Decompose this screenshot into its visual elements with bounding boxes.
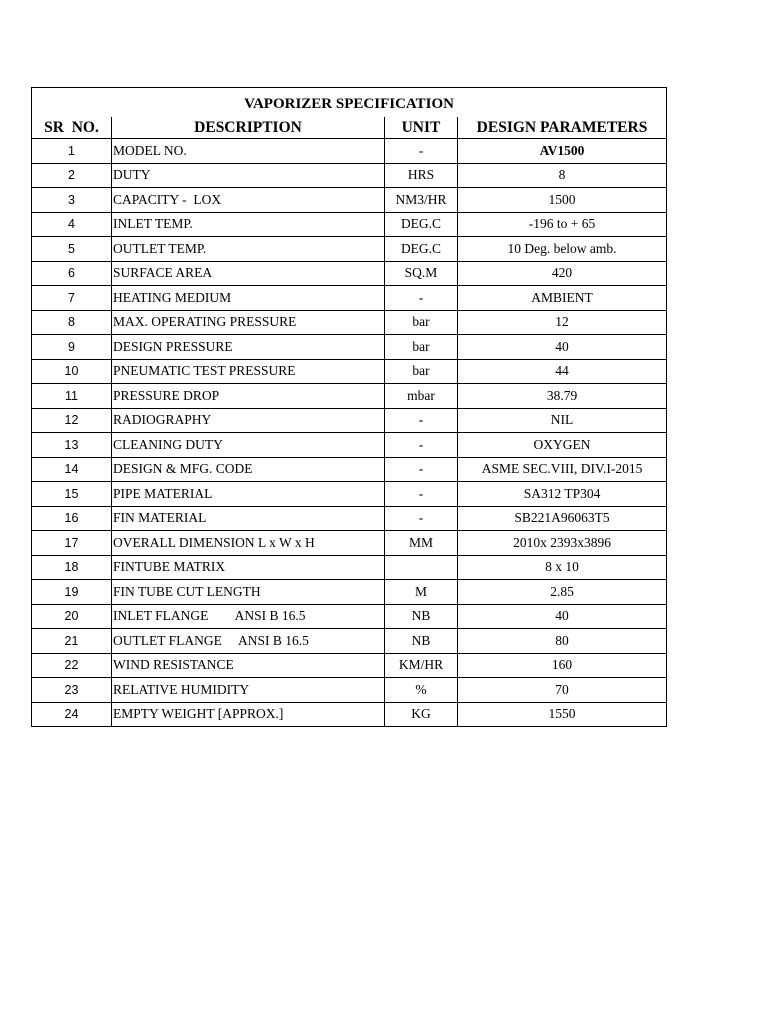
table-row — [32, 139, 667, 164]
row-description: DESIGN PRESSURE — [112, 335, 385, 360]
row-design-parameter: AV1500 — [458, 139, 667, 164]
table-row — [32, 457, 667, 482]
header-description: DESCRIPTION — [112, 117, 385, 139]
title-row — [32, 88, 667, 118]
table-row — [32, 555, 667, 580]
row-description: FIN MATERIAL — [112, 506, 385, 531]
row-sr-no: 24 — [32, 702, 112, 727]
table-row — [32, 261, 667, 286]
row-design-parameter: 8 x 10 — [458, 555, 667, 580]
row-description: OUTLET TEMP. — [112, 237, 385, 262]
row-design-parameter: 80 — [458, 629, 667, 654]
row-design-parameter: 420 — [458, 261, 667, 286]
row-unit: NB — [385, 629, 458, 654]
row-sr-no: 13 — [32, 433, 112, 458]
row-design-parameter: OXYGEN — [458, 433, 667, 458]
row-description: OUTLET FLANGE ANSI B 16.5 — [112, 629, 385, 654]
row-design-parameter: 38.79 — [458, 384, 667, 409]
row-description: INLET TEMP. — [112, 212, 385, 237]
row-description: CLEANING DUTY — [112, 433, 385, 458]
table-row — [32, 653, 667, 678]
row-unit: bar — [385, 335, 458, 360]
table-row — [32, 482, 667, 507]
table-row — [32, 678, 667, 703]
row-description: CAPACITY - LOX — [112, 188, 385, 213]
table-row — [32, 531, 667, 556]
row-sr-no: 18 — [32, 555, 112, 580]
row-sr-no: 5 — [32, 237, 112, 262]
row-design-parameter: 2010x 2393x3896 — [458, 531, 667, 556]
row-design-parameter: 1500 — [458, 188, 667, 213]
row-description: FIN TUBE CUT LENGTH — [112, 580, 385, 605]
row-design-parameter: 160 — [458, 653, 667, 678]
row-unit: KG — [385, 702, 458, 727]
row-unit: - — [385, 433, 458, 458]
row-unit: SQ.M — [385, 261, 458, 286]
row-design-parameter: SB221A96063T5 — [458, 506, 667, 531]
row-unit: - — [385, 408, 458, 433]
table-row — [32, 702, 667, 727]
row-sr-no: 11 — [32, 384, 112, 409]
row-description: DUTY — [112, 163, 385, 188]
row-unit: bar — [385, 310, 458, 335]
row-sr-no: 16 — [32, 506, 112, 531]
row-sr-no: 3 — [32, 188, 112, 213]
table-row — [32, 237, 667, 262]
row-sr-no: 17 — [32, 531, 112, 556]
row-description: SURFACE AREA — [112, 261, 385, 286]
row-design-parameter: -196 to + 65 — [458, 212, 667, 237]
row-unit: - — [385, 482, 458, 507]
table-row — [32, 188, 667, 213]
row-description: FINTUBE MATRIX — [112, 555, 385, 580]
row-description: HEATING MEDIUM — [112, 286, 385, 311]
table-row — [32, 384, 667, 409]
table-row — [32, 433, 667, 458]
row-unit: - — [385, 457, 458, 482]
row-design-parameter: 40 — [458, 604, 667, 629]
row-design-parameter: SA312 TP304 — [458, 482, 667, 507]
row-unit: % — [385, 678, 458, 703]
table-row — [32, 359, 667, 384]
row-unit: NM3/HR — [385, 188, 458, 213]
table-row — [32, 580, 667, 605]
row-sr-no: 2 — [32, 163, 112, 188]
specification-table-body — [32, 88, 667, 727]
row-sr-no: 4 — [32, 212, 112, 237]
row-sr-no: 23 — [32, 678, 112, 703]
row-unit: bar — [385, 359, 458, 384]
row-description: PRESSURE DROP — [112, 384, 385, 409]
row-design-parameter: 10 Deg. below amb. — [458, 237, 667, 262]
row-unit — [385, 555, 458, 580]
row-description: PIPE MATERIAL — [112, 482, 385, 507]
row-description: PNEUMATIC TEST PRESSURE — [112, 359, 385, 384]
row-design-parameter: 44 — [458, 359, 667, 384]
row-unit: - — [385, 139, 458, 164]
row-design-parameter: 40 — [458, 335, 667, 360]
specification-table — [31, 87, 667, 727]
header-design-parameters: DESIGN PARAMETERS — [458, 117, 667, 139]
row-sr-no: 14 — [32, 457, 112, 482]
row-sr-no: 8 — [32, 310, 112, 335]
row-description: INLET FLANGE ANSI B 16.5 — [112, 604, 385, 629]
row-sr-no: 1 — [32, 139, 112, 164]
header-sr-no: SR NO. — [32, 117, 112, 139]
row-unit: HRS — [385, 163, 458, 188]
row-unit: mbar — [385, 384, 458, 409]
row-unit: M — [385, 580, 458, 605]
table-row — [32, 335, 667, 360]
table-row — [32, 408, 667, 433]
row-sr-no: 20 — [32, 604, 112, 629]
row-description: RELATIVE HUMIDITY — [112, 678, 385, 703]
row-description: DESIGN & MFG. CODE — [112, 457, 385, 482]
row-description: RADIOGRAPHY — [112, 408, 385, 433]
row-sr-no: 9 — [32, 335, 112, 360]
row-unit: KM/HR — [385, 653, 458, 678]
table-row — [32, 604, 667, 629]
row-unit: NB — [385, 604, 458, 629]
row-sr-no: 10 — [32, 359, 112, 384]
row-design-parameter: 1550 — [458, 702, 667, 727]
row-design-parameter: 70 — [458, 678, 667, 703]
row-unit: - — [385, 506, 458, 531]
row-design-parameter: AMBIENT — [458, 286, 667, 311]
row-design-parameter: NIL — [458, 408, 667, 433]
row-sr-no: 22 — [32, 653, 112, 678]
row-sr-no: 7 — [32, 286, 112, 311]
table-title: VAPORIZER SPECIFICATION — [32, 88, 667, 118]
row-design-parameter: 2.85 — [458, 580, 667, 605]
row-sr-no: 6 — [32, 261, 112, 286]
row-description: MAX. OPERATING PRESSURE — [112, 310, 385, 335]
row-sr-no: 15 — [32, 482, 112, 507]
row-description: OVERALL DIMENSION L x W x H — [112, 531, 385, 556]
table-row — [32, 212, 667, 237]
row-sr-no: 12 — [32, 408, 112, 433]
row-design-parameter: 8 — [458, 163, 667, 188]
row-unit: - — [385, 286, 458, 311]
table-row — [32, 163, 667, 188]
header-unit: UNIT — [385, 117, 458, 139]
row-design-parameter: ASME SEC.VIII, DIV.I-2015 — [458, 457, 667, 482]
table-row — [32, 286, 667, 311]
header-row — [32, 117, 667, 139]
row-unit: MM — [385, 531, 458, 556]
row-description: WIND RESISTANCE — [112, 653, 385, 678]
row-description: EMPTY WEIGHT [APPROX.] — [112, 702, 385, 727]
table-row — [32, 506, 667, 531]
table-row — [32, 629, 667, 654]
row-description: MODEL NO. — [112, 139, 385, 164]
row-sr-no: 19 — [32, 580, 112, 605]
row-unit: DEG.C — [385, 237, 458, 262]
row-design-parameter: 12 — [458, 310, 667, 335]
row-sr-no: 21 — [32, 629, 112, 654]
row-unit: DEG.C — [385, 212, 458, 237]
table-row — [32, 310, 667, 335]
